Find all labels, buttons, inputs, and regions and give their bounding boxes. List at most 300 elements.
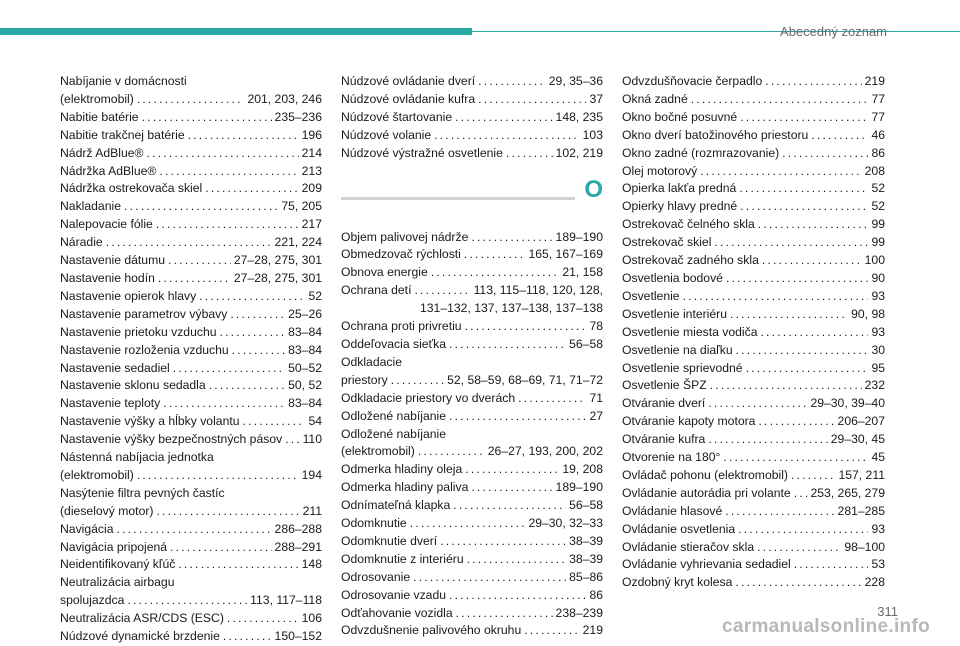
index-entry	[622, 234, 885, 252]
dot-leader	[449, 408, 586, 426]
dot-leader	[285, 431, 299, 449]
dot-leader	[467, 551, 567, 569]
dot-leader	[414, 282, 470, 300]
dot-leader	[199, 288, 305, 306]
dot-leader	[142, 109, 272, 127]
dot-leader	[708, 431, 827, 449]
index-entry	[622, 270, 885, 288]
index-entry	[341, 229, 603, 247]
dot-leader	[730, 306, 848, 324]
index-entry-heading: Nasýtenie filtra pevných častíc	[60, 485, 225, 500]
index-term: Núdzové volanie	[341, 127, 432, 142]
index-term: Odnímateľná klapka	[341, 498, 451, 513]
dot-leader	[209, 377, 285, 395]
index-term: (elektromobil)	[60, 91, 134, 106]
index-page-refs: 102, 219	[555, 145, 603, 160]
index-entry	[341, 497, 603, 515]
index-entry	[60, 342, 322, 360]
index-term: Osvetlenie	[622, 288, 680, 303]
index-page-refs: 93	[871, 288, 885, 303]
index-term: Núdzové ovládanie dverí	[341, 74, 476, 88]
index-term: Odložené nabíjanie	[341, 408, 447, 423]
dot-leader	[471, 229, 552, 247]
index-entry	[622, 324, 885, 342]
index-term: Okno bočné posuvné	[622, 109, 738, 124]
index-page-refs: 27	[589, 408, 603, 423]
index-entry	[341, 145, 603, 163]
index-entry	[622, 503, 885, 521]
index-page-refs: 253, 265, 279	[810, 485, 885, 500]
index-page-refs: 21, 158	[562, 265, 603, 280]
index-term: (elektromobil)	[341, 444, 415, 459]
index-entry	[60, 145, 322, 163]
dot-leader	[691, 91, 869, 109]
index-entry	[622, 574, 885, 592]
index-column-3	[622, 73, 885, 592]
dot-leader	[455, 109, 552, 127]
dot-leader	[158, 270, 231, 288]
index-page-refs: 211	[302, 503, 322, 518]
index-page-refs: 106	[301, 611, 322, 626]
dot-leader	[760, 324, 868, 342]
index-page-refs: 150–152	[274, 629, 322, 644]
index-page-refs: 238–239	[555, 605, 603, 620]
index-page-refs: 83–84	[288, 396, 322, 411]
index-page-refs: 208	[864, 163, 885, 178]
dot-leader	[137, 467, 299, 485]
dot-leader	[739, 180, 868, 198]
index-entry	[341, 408, 603, 426]
index-page-refs: 90	[871, 270, 885, 285]
dot-leader	[440, 533, 566, 551]
dot-leader	[465, 318, 587, 336]
index-entry	[622, 163, 885, 181]
index-page-refs: 217	[301, 217, 322, 232]
index-page-refs: 50–52	[288, 360, 322, 375]
index-page-refs: 100	[864, 253, 885, 268]
dot-leader	[464, 246, 526, 264]
index-page-refs: 27–28, 275, 301	[233, 270, 322, 285]
index-page-refs: 29–30, 45	[830, 432, 885, 447]
index-page-refs: 37	[589, 91, 603, 106]
dot-leader	[434, 127, 580, 145]
dot-leader	[794, 556, 869, 574]
index-entry	[341, 515, 603, 533]
index-entry	[341, 605, 603, 623]
dot-leader	[714, 234, 868, 252]
index-term: Okno dverí batožinového priestoru	[622, 127, 809, 142]
dot-leader	[431, 264, 560, 282]
index-term: Opierky hlavy predné	[622, 199, 738, 214]
index-page-refs: 235–236	[274, 109, 322, 124]
index-term: Osvetlenie na diaľku	[622, 342, 733, 357]
index-page-refs: 26–27, 193, 200, 202	[487, 444, 603, 459]
index-page-refs: 189–190	[555, 229, 603, 244]
index-entry	[622, 252, 885, 270]
index-term: Objem palivovej nádrže	[341, 229, 469, 244]
index-term: Nádržka ostrekovača skiel	[60, 181, 203, 196]
index-page-refs: 45	[871, 450, 885, 465]
index-entry	[341, 264, 603, 282]
index-entry	[60, 91, 322, 109]
dot-leader	[168, 252, 231, 270]
index-term: Odomknutie	[341, 516, 407, 531]
index-page-refs: 56–58	[569, 336, 603, 351]
index-entry	[60, 127, 322, 145]
index-term: Ozdobný kryt kolesa	[622, 575, 733, 590]
dot-leader	[735, 574, 861, 592]
index-page-refs: 110	[302, 432, 322, 447]
index-term: Nabitie batérie	[60, 109, 139, 124]
index-page-refs: 46	[871, 127, 885, 142]
dot-leader	[700, 163, 861, 181]
index-entry	[622, 413, 885, 431]
dot-leader	[106, 234, 272, 252]
index-entry	[60, 521, 322, 539]
dot-leader	[147, 145, 299, 163]
index-term: Odomknutie z interiéru	[341, 551, 464, 566]
index-column-2-section-o	[341, 229, 603, 641]
index-page-refs: 189–190	[555, 480, 603, 495]
index-term: Nastavenie teploty	[60, 396, 161, 411]
index-term: Nalepovacie fólie	[60, 217, 153, 232]
index-entry	[60, 431, 322, 449]
index-term: Osvetlenie miesta vodiča	[622, 324, 758, 339]
index-entry	[622, 521, 885, 539]
section-divider	[341, 197, 575, 200]
index-page-refs: 29–30, 39–40	[810, 396, 885, 411]
dot-leader	[456, 605, 553, 623]
index-term: Ovládanie autorádia pri volante	[622, 485, 791, 500]
index-entry-heading: Nástenná nabíjacia jednotka	[60, 450, 214, 465]
index-page-refs: 214	[301, 145, 322, 160]
index-page-refs: 85–86	[569, 569, 603, 584]
index-term: Nastavenie sedadiel	[60, 360, 170, 375]
index-term: Ovládanie hlasové	[622, 503, 723, 518]
page-number: 311	[877, 604, 898, 619]
index-term: Náradie	[60, 235, 103, 250]
dot-leader	[220, 324, 286, 342]
dot-leader	[178, 556, 298, 574]
dot-leader	[758, 216, 869, 234]
dot-leader	[708, 395, 807, 413]
index-term: Opierka lakťa predná	[622, 181, 737, 196]
index-page-refs: 221, 224	[274, 235, 322, 250]
index-term: Ochrana proti privretiu	[341, 319, 462, 334]
index-term: Nastavenie rozloženia vzduchu	[60, 342, 229, 357]
index-entry	[60, 306, 322, 324]
index-term: Okná zadné	[622, 91, 688, 106]
index-page-refs: 90, 98	[851, 306, 885, 321]
index-term: Ostrekovač čelného skla	[622, 217, 755, 232]
index-term: Núdzové štartovanie	[341, 109, 453, 124]
dot-leader	[156, 503, 299, 521]
index-term: (dieselový motor)	[60, 503, 154, 518]
index-entry	[60, 467, 322, 485]
index-term: Nádrž AdBlue®	[60, 145, 144, 160]
index-page-refs: 83–84	[288, 324, 322, 339]
dot-leader	[740, 198, 868, 216]
index-page-refs: 103	[582, 127, 603, 142]
dot-leader	[471, 479, 552, 497]
index-entry	[60, 216, 322, 234]
index-page-refs: 83–84	[288, 342, 322, 357]
index-entry	[60, 395, 322, 413]
index-term: Ovládanie osvetlenia	[622, 521, 736, 536]
index-page-refs: 54	[308, 414, 322, 429]
index-page-refs: 228	[864, 575, 885, 590]
dot-leader	[156, 216, 299, 234]
index-page-refs: 113, 115–118, 120, 128,	[473, 283, 603, 298]
index-term: Nabitie trakčnej batérie	[60, 127, 185, 142]
dot-leader	[478, 91, 586, 109]
index-entry	[622, 556, 885, 574]
dot-leader	[726, 270, 868, 288]
index-entry	[622, 431, 885, 449]
index-entry	[341, 390, 603, 408]
index-page-refs: 52	[871, 199, 885, 214]
dot-leader	[765, 73, 861, 91]
index-entry	[622, 485, 885, 503]
dot-leader	[449, 587, 586, 605]
index-page-refs: 206–207	[837, 414, 885, 429]
dot-leader	[232, 342, 285, 360]
index-page-refs: 38–39	[569, 533, 603, 548]
index-page-refs: 219	[582, 623, 603, 638]
index-page-refs: 281–285	[837, 503, 885, 518]
index-page-refs: 29–30, 32–33	[528, 516, 603, 531]
index-entry	[622, 91, 885, 109]
index-entry	[622, 73, 885, 91]
index-page-refs: 288–291	[274, 539, 322, 554]
index-page-refs: 75, 205	[281, 199, 322, 214]
index-page-refs: 219	[864, 74, 885, 88]
index-term: Núdzové ovládanie kufra	[341, 91, 476, 106]
index-term: Nastavenie parametrov výbavy	[60, 306, 228, 321]
index-term: Ovládanie vyhrievania sedadiel	[622, 557, 791, 572]
index-entry	[60, 413, 322, 431]
index-term: Odrosovanie vzadu	[341, 587, 447, 602]
dot-leader	[223, 628, 272, 646]
dot-leader	[762, 252, 862, 270]
index-entry	[341, 551, 603, 569]
dot-leader	[173, 360, 285, 378]
index-term: Nastavenie hodín	[60, 270, 155, 285]
index-term: Odmerka hladiny oleja	[341, 462, 463, 477]
index-entry	[622, 360, 885, 378]
dot-leader	[127, 592, 247, 610]
dot-leader	[243, 413, 306, 431]
index-entry-heading: Neutralizácia airbagu	[60, 575, 175, 590]
dot-leader	[453, 497, 566, 515]
index-entry-heading: Odkladacie	[341, 354, 402, 369]
index-page-refs: 27–28, 275, 301	[233, 253, 322, 268]
index-term: Nastavenie sklonu sedadla	[60, 378, 206, 393]
index-entry	[60, 252, 322, 270]
dot-leader	[124, 198, 278, 216]
dot-leader	[518, 390, 586, 408]
index-page-refs: 53	[871, 557, 885, 572]
index-entry	[341, 587, 603, 605]
index-column-1	[60, 73, 322, 646]
index-entry	[60, 288, 322, 306]
index-term: spolujazdca	[60, 593, 125, 608]
watermark-logo: carmanualsonline.info	[722, 616, 930, 637]
dot-leader	[758, 413, 834, 431]
dot-leader	[746, 360, 869, 378]
dot-leader	[736, 342, 869, 360]
index-entry	[622, 395, 885, 413]
index-entry	[60, 377, 322, 395]
index-term: Nakladanie	[60, 199, 121, 214]
dot-leader	[740, 109, 868, 127]
dot-leader	[710, 377, 862, 395]
index-page-refs-continued: 131–132, 137, 137–138, 137–138	[420, 301, 603, 316]
index-term: Ochrana detí	[341, 283, 412, 298]
index-page-refs: 98–100	[844, 539, 885, 554]
dot-leader	[188, 127, 299, 145]
dot-leader	[137, 91, 245, 109]
index-entry	[622, 109, 885, 127]
index-term: Navigácia pripojená	[60, 539, 168, 554]
index-page-refs: 99	[871, 217, 885, 232]
index-entry	[341, 109, 603, 127]
index-entry	[60, 270, 322, 288]
index-page-refs: 196	[301, 127, 322, 142]
dot-leader	[418, 443, 485, 461]
dot-leader	[410, 515, 526, 533]
index-page-refs: 165, 167–169	[528, 247, 603, 262]
index-page-refs: 52, 58–59, 68–69, 71, 71–72	[447, 372, 603, 387]
index-entry	[622, 467, 885, 485]
dot-leader	[723, 449, 868, 467]
index-entry	[60, 592, 322, 610]
index-entry	[60, 503, 322, 521]
index-page-refs: 30	[871, 342, 885, 357]
dot-leader	[465, 461, 559, 479]
index-entry	[341, 372, 603, 390]
header-accent-bar	[0, 28, 472, 35]
dot-leader	[159, 163, 298, 181]
index-term: (elektromobil)	[60, 467, 134, 482]
index-entry	[60, 198, 322, 216]
index-entry	[622, 342, 885, 360]
index-entry	[60, 610, 322, 628]
dot-leader	[227, 610, 299, 628]
index-term: Okno zadné (rozmrazovanie)	[622, 145, 780, 160]
section-letter: O	[584, 175, 603, 203]
index-page-refs: 286–288	[274, 521, 322, 536]
index-page-refs: 52	[308, 288, 322, 303]
index-column-2	[341, 73, 603, 640]
index-term: Ovládač pohonu (elektromobil)	[622, 467, 788, 482]
dot-leader	[791, 467, 835, 485]
index-term: Nastavenie výšky a hĺbky volantu	[60, 414, 240, 429]
index-page-refs: 194	[301, 467, 322, 482]
index-term: Odvzdušnenie palivového okruhu	[341, 623, 522, 638]
index-entry	[622, 180, 885, 198]
index-page-refs: 93	[871, 324, 885, 339]
index-entry	[622, 288, 885, 306]
index-term: Oddeľovacia sieťka	[341, 336, 447, 351]
index-page-refs: 157, 211	[838, 467, 885, 482]
index-entry	[622, 306, 885, 324]
index-page-refs: 71	[589, 390, 603, 405]
index-term: Neidentifikovaný kľúč	[60, 557, 176, 572]
index-entry-heading: Nabíjanie v domácnosti	[60, 74, 187, 88]
index-entry	[341, 336, 603, 354]
dot-leader	[782, 145, 868, 163]
index-term: Olej motorový	[622, 163, 698, 178]
dot-leader	[738, 521, 868, 539]
index-page-refs: 209	[301, 181, 322, 196]
index-page-refs: 148	[301, 557, 322, 572]
index-term: priestory	[341, 372, 388, 387]
dot-leader	[205, 180, 298, 198]
index-term: Nastavenie dátumu	[60, 253, 166, 268]
index-term: Otvorenie na 180°	[622, 450, 721, 465]
index-entry	[60, 109, 322, 127]
index-page-refs: 52	[871, 181, 885, 196]
index-entry	[622, 449, 885, 467]
index-term: Nádržka AdBlue®	[60, 163, 157, 178]
dot-leader	[163, 395, 285, 413]
dot-leader	[725, 503, 834, 521]
index-entry	[341, 569, 603, 587]
dot-leader	[117, 521, 272, 539]
index-page-refs: 56–58	[569, 498, 603, 513]
dot-leader	[413, 569, 566, 587]
index-term: Nastavenie výšky bezpečnostných pásov	[60, 432, 283, 447]
index-page-refs: 77	[871, 91, 885, 106]
index-term: Otváranie kapoty motora	[622, 414, 756, 429]
index-entry	[341, 461, 603, 479]
letter-section-heading	[341, 175, 603, 210]
index-entry	[60, 163, 322, 181]
index-page-refs: 213	[301, 163, 322, 178]
index-term: Nastavenie opierok hlavy	[60, 288, 197, 303]
index-term: Osvetlenie interiéru	[622, 306, 727, 321]
dot-leader	[478, 73, 546, 91]
index-term: Ovládanie stieračov skla	[622, 539, 755, 554]
index-page-refs: 77	[871, 109, 885, 124]
index-term: Odomknutie dverí	[341, 533, 438, 548]
index-page-refs: 93	[871, 521, 885, 536]
index-page-refs: 99	[871, 235, 885, 250]
index-page-refs: 50, 52	[288, 378, 322, 393]
index-term: Neutralizácia ASR/CDS (ESC)	[60, 611, 224, 626]
index-entry	[341, 533, 603, 551]
index-entry	[341, 622, 603, 640]
index-entry	[622, 127, 885, 145]
index-term: Otváranie kufra	[622, 432, 706, 447]
index-term: Navigácia	[60, 521, 114, 536]
index-entry	[341, 282, 603, 300]
dot-leader	[391, 372, 444, 390]
index-entry	[622, 145, 885, 163]
index-page-refs: 86	[589, 587, 603, 602]
index-term: Nastavenie prietoku vzduchu	[60, 324, 217, 339]
index-page-refs: 29, 35–36	[548, 74, 603, 88]
index-term: Osvetlenie ŠPZ	[622, 378, 707, 393]
dot-leader	[811, 127, 868, 145]
index-entry	[341, 91, 603, 109]
index-term: Ostrekovač skiel	[622, 235, 712, 250]
index-term: Odrosovanie	[341, 569, 411, 584]
index-term: Obnova energie	[341, 265, 428, 280]
index-page-refs: 25–26	[288, 306, 322, 321]
dot-leader	[683, 288, 869, 306]
